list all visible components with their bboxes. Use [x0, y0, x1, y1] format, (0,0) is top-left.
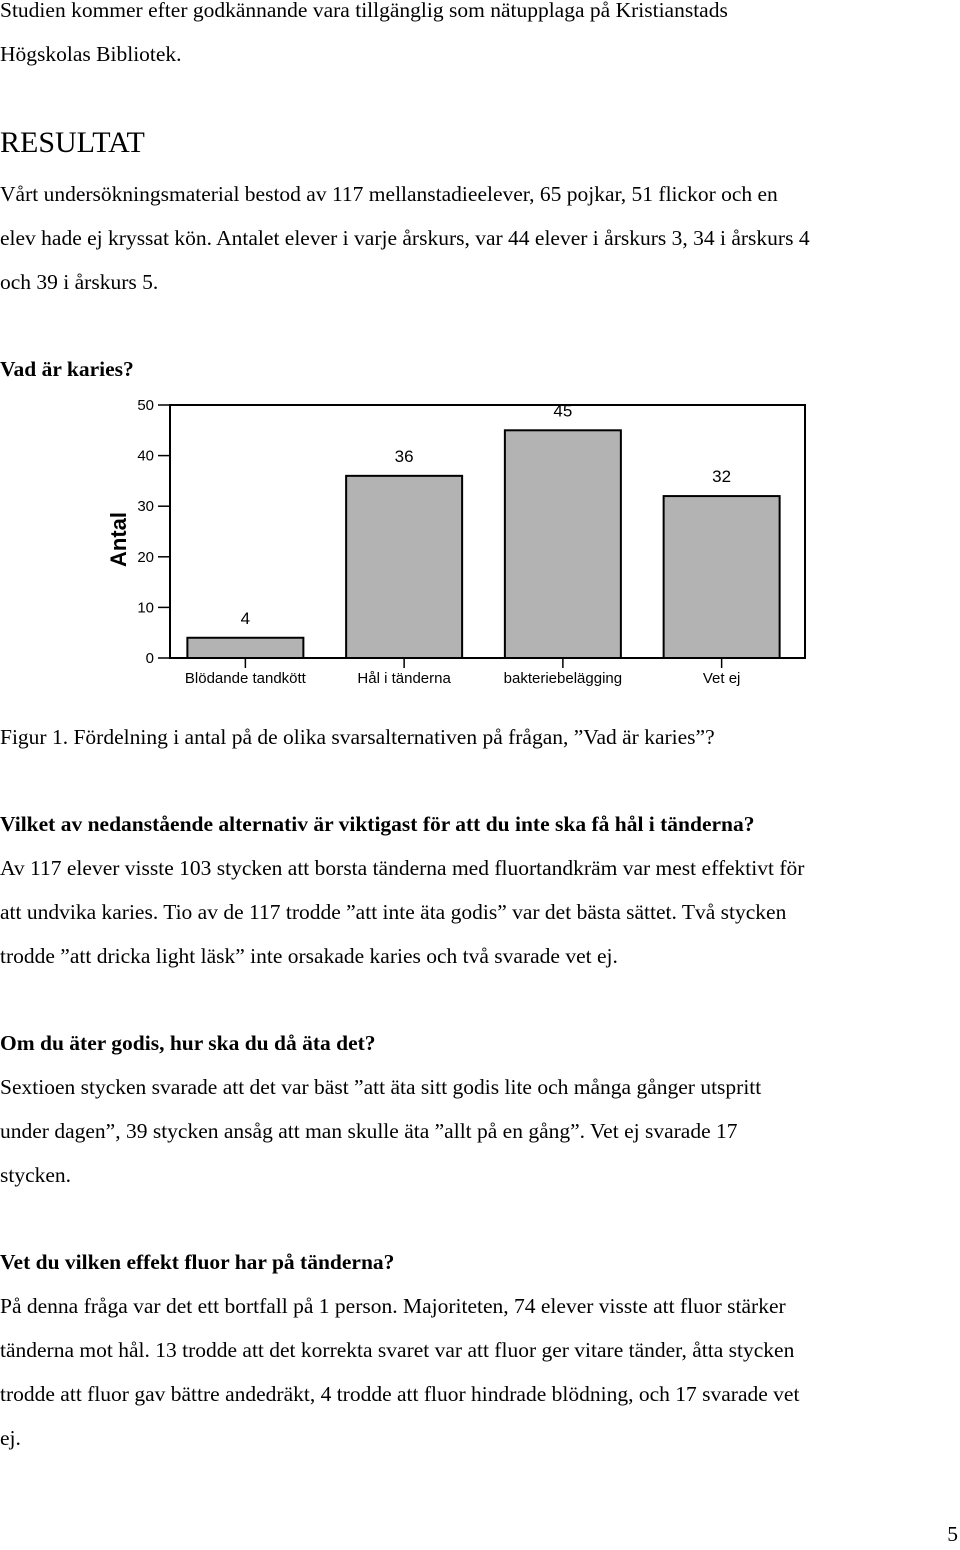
y-tick-label: 20 [137, 548, 154, 566]
result-line-1: Vårt undersökningsmaterial bestod av 117 mellanstadieelever, 65 pojkar, 51 flickor och en [0, 182, 778, 206]
y-tick-label: 0 [145, 650, 154, 667]
q2-line-2: att undvika karies. Tio av de 117 trodde ”att inte äta godis” var det bästa sättet. Två stycken [0, 900, 787, 924]
y-tick-label: 50 [137, 397, 154, 414]
q2-line-1: Av 117 elever visste 103 stycken att borsta tänderna med fluortandkräm var mest effektivt för [0, 856, 805, 880]
category-label: Hål i tänderna [357, 670, 451, 687]
page-number: 5 [947, 1522, 958, 1546]
intro-line-2: Högskolas Bibliotek. [0, 42, 182, 66]
section-heading-resultat: RESULTAT [0, 126, 145, 159]
q4-line-1: På denna fråga var det ett bortfall på 1 person. Majoriteten, 74 elever visste att fluor stärker [0, 1294, 786, 1318]
bar [346, 476, 462, 658]
q3-line-3: stycken. [0, 1163, 72, 1187]
question-heading-godis: Om du äter godis, hur ska du då äta det? [0, 1031, 376, 1055]
bar-value-label: 45 [553, 401, 573, 421]
category-label: bakteriebelägging [503, 670, 623, 687]
category-label: Blödande tandkött [184, 670, 306, 687]
q3-line-2: under dagen”, 39 stycken ansåg att man skulle äta ”allt på en gång”. Vet ej svarade 17 [0, 1119, 738, 1143]
bar-value-label: 36 [394, 446, 414, 466]
chart-layer [106, 397, 805, 687]
y-axis-label: Antal [106, 512, 131, 567]
figure-caption: Figur 1. Fördelning i antal på de olika svarsalternativen på frågan, ”Vad är karies”? [0, 725, 715, 749]
bar-value-label: 32 [712, 467, 732, 487]
q3-line-1: Sextioen stycken svarade att det var bäst ”att äta sitt godis lite och många gånger utspritt [0, 1075, 762, 1099]
bar [664, 496, 780, 658]
question-heading-viktigast: Vilket av nedanstående alternativ är viktigast för att du inte ska få hål i tänderna? [0, 812, 755, 836]
y-tick-label: 40 [137, 447, 154, 465]
bar-chart [90, 395, 830, 705]
bar-value-label: 4 [240, 608, 251, 628]
q4-line-2: tänderna mot hål. 13 trodde att det korrekta svaret var att fluor ger vitare tänder, åtta stycken [0, 1338, 795, 1362]
y-tick-label: 10 [137, 599, 154, 617]
q4-line-3: trodde att fluor gav bättre andedräkt, 4 trodde att fluor hindrade blödning, och 17 svarade vet [0, 1382, 800, 1406]
q2-line-3: trodde ”att dricka light läsk” inte orsakade karies och två svarade vet ej. [0, 944, 618, 968]
category-label: Vet ej [702, 670, 741, 687]
result-line-2: elev hade ej kryssat kön. Antalet elever i varje årskurs, var 44 elever i årskurs 3, 34 i årskurs 4 [0, 226, 810, 250]
q4-line-4: ej. [0, 1426, 21, 1450]
bar [187, 638, 303, 658]
question-heading-fluor: Vet du vilken effekt fluor har på tänderna? [0, 1250, 395, 1274]
y-tick-label: 30 [137, 498, 154, 516]
question-heading-karies: Vad är karies? [0, 357, 134, 381]
intro-line-1: Studien kommer efter godkännande vara tillgänglig som nätupplaga på Kristianstads [0, 0, 728, 22]
bar [505, 430, 621, 658]
result-line-3: och 39 i årskurs 5. [0, 270, 159, 294]
